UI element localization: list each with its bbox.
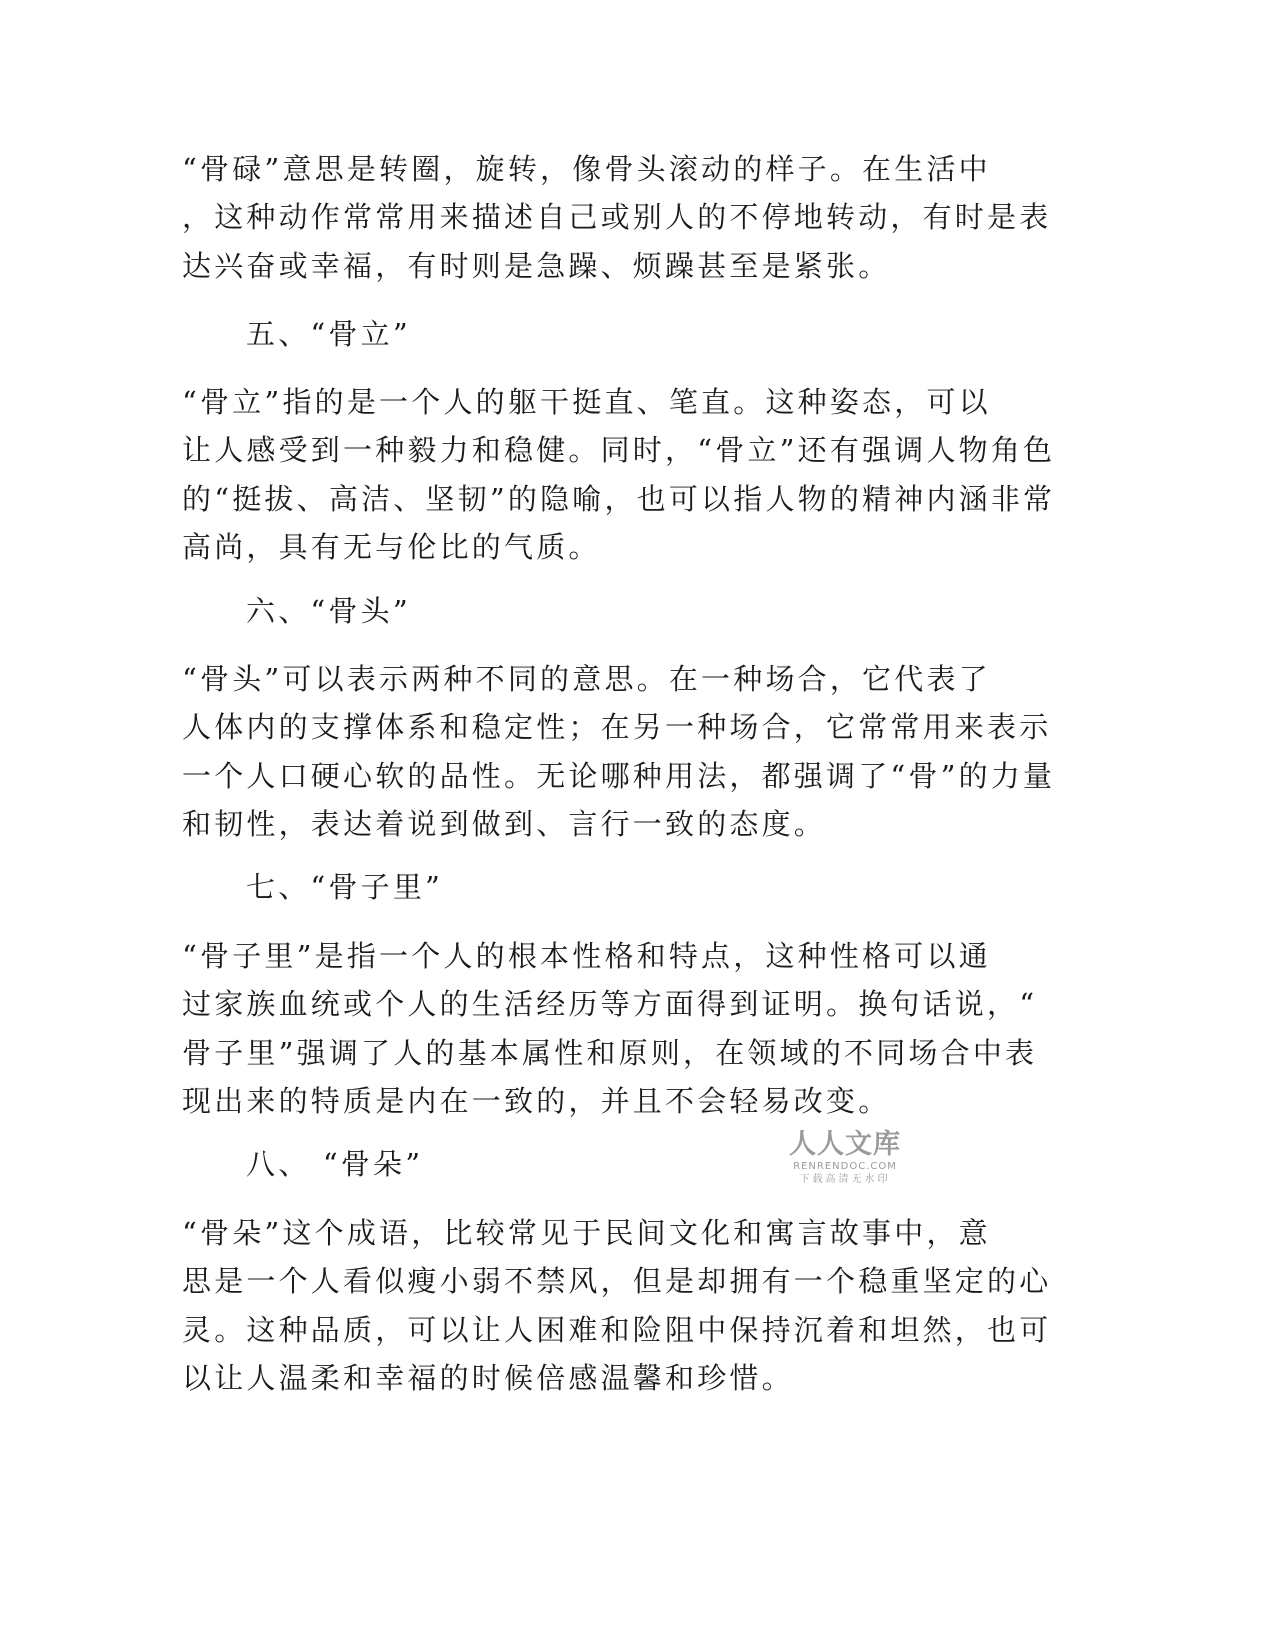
paragraph-line: ，这种动作常常用来描述自己或别人的不停地转动，有时是表 — [182, 200, 1052, 235]
paragraph-line: 以让人温柔和幸福的时候倍感温馨和珍惜。 — [182, 1360, 794, 1395]
paragraph-line: “骨立”指的是一个人的躯干挺直、笔直。这种姿态，可以 — [182, 385, 991, 419]
paragraph-line: “骨子里”是指一个人的根本性格和特点，这种性格可以通 — [182, 939, 991, 973]
paragraph-line: 现出来的特质是内在一致的，并且不会轻易改变。 — [182, 1083, 891, 1118]
paragraph-line: 达兴奋或幸福，有时则是急躁、烦躁甚至是紧张。 — [182, 248, 891, 283]
paragraph-line: “骨头”可以表示两种不同的意思。在一种场合，它代表了 — [182, 662, 991, 696]
paragraph-line: 过家族血统或个人的生活经历等方面得到证明。换句话说，“ — [182, 987, 1038, 1022]
paragraph-line: 灵。这种品质，可以让人困难和险阻中保持沉着和坦然，也可 — [182, 1312, 1052, 1347]
watermark-logo — [785, 1130, 905, 1186]
paragraph-line: 一个人口硬心软的品性。无论哪种用法，都强调了“骨”的力量 — [182, 758, 1056, 793]
paragraph-line: “骨碌”意思是转圈，旋转，像骨头滚动的样子。在生活中 — [182, 152, 991, 186]
section-heading: 六、“骨头” — [246, 594, 411, 628]
paragraph-line: 让人感受到一种毅力和稳健。同时，“骨立”还有强调人物角色 — [182, 433, 1056, 468]
paragraph-line: 的“挺拔、高洁、坚韧”的隐喻，也可以指人物的精神内涵非常 — [182, 481, 1056, 516]
section-heading: 八、 “骨朵” — [246, 1147, 424, 1181]
watermark-title: 人人文库 — [789, 1129, 901, 1160]
section-heading: 五、“骨立” — [246, 317, 411, 351]
section-heading: 七、“骨子里” — [246, 870, 444, 904]
watermark-url: RENRENDOC.COM — [793, 1161, 897, 1172]
paragraph-line: 骨子里”强调了人的基本属性和原则，在领域的不同场合中表 — [182, 1035, 1038, 1070]
paragraph-line: 高尚，具有无与伦比的气质。 — [182, 529, 601, 564]
paragraph-line: 思是一个人看似瘦小弱不禁风，但是却拥有一个稳重坚定的心 — [182, 1264, 1052, 1299]
paragraph-line: 人体内的支撑体系和稳定性；在另一种场合，它常常用来表示 — [182, 710, 1052, 745]
watermark-slogan: 下载高清无水印 — [799, 1174, 891, 1185]
paragraph-line: 和韧性，表达着说到做到、言行一致的态度。 — [182, 806, 827, 841]
paragraph-line: “骨朵”这个成语，比较常见于民间文化和寓言故事中，意 — [182, 1216, 991, 1250]
